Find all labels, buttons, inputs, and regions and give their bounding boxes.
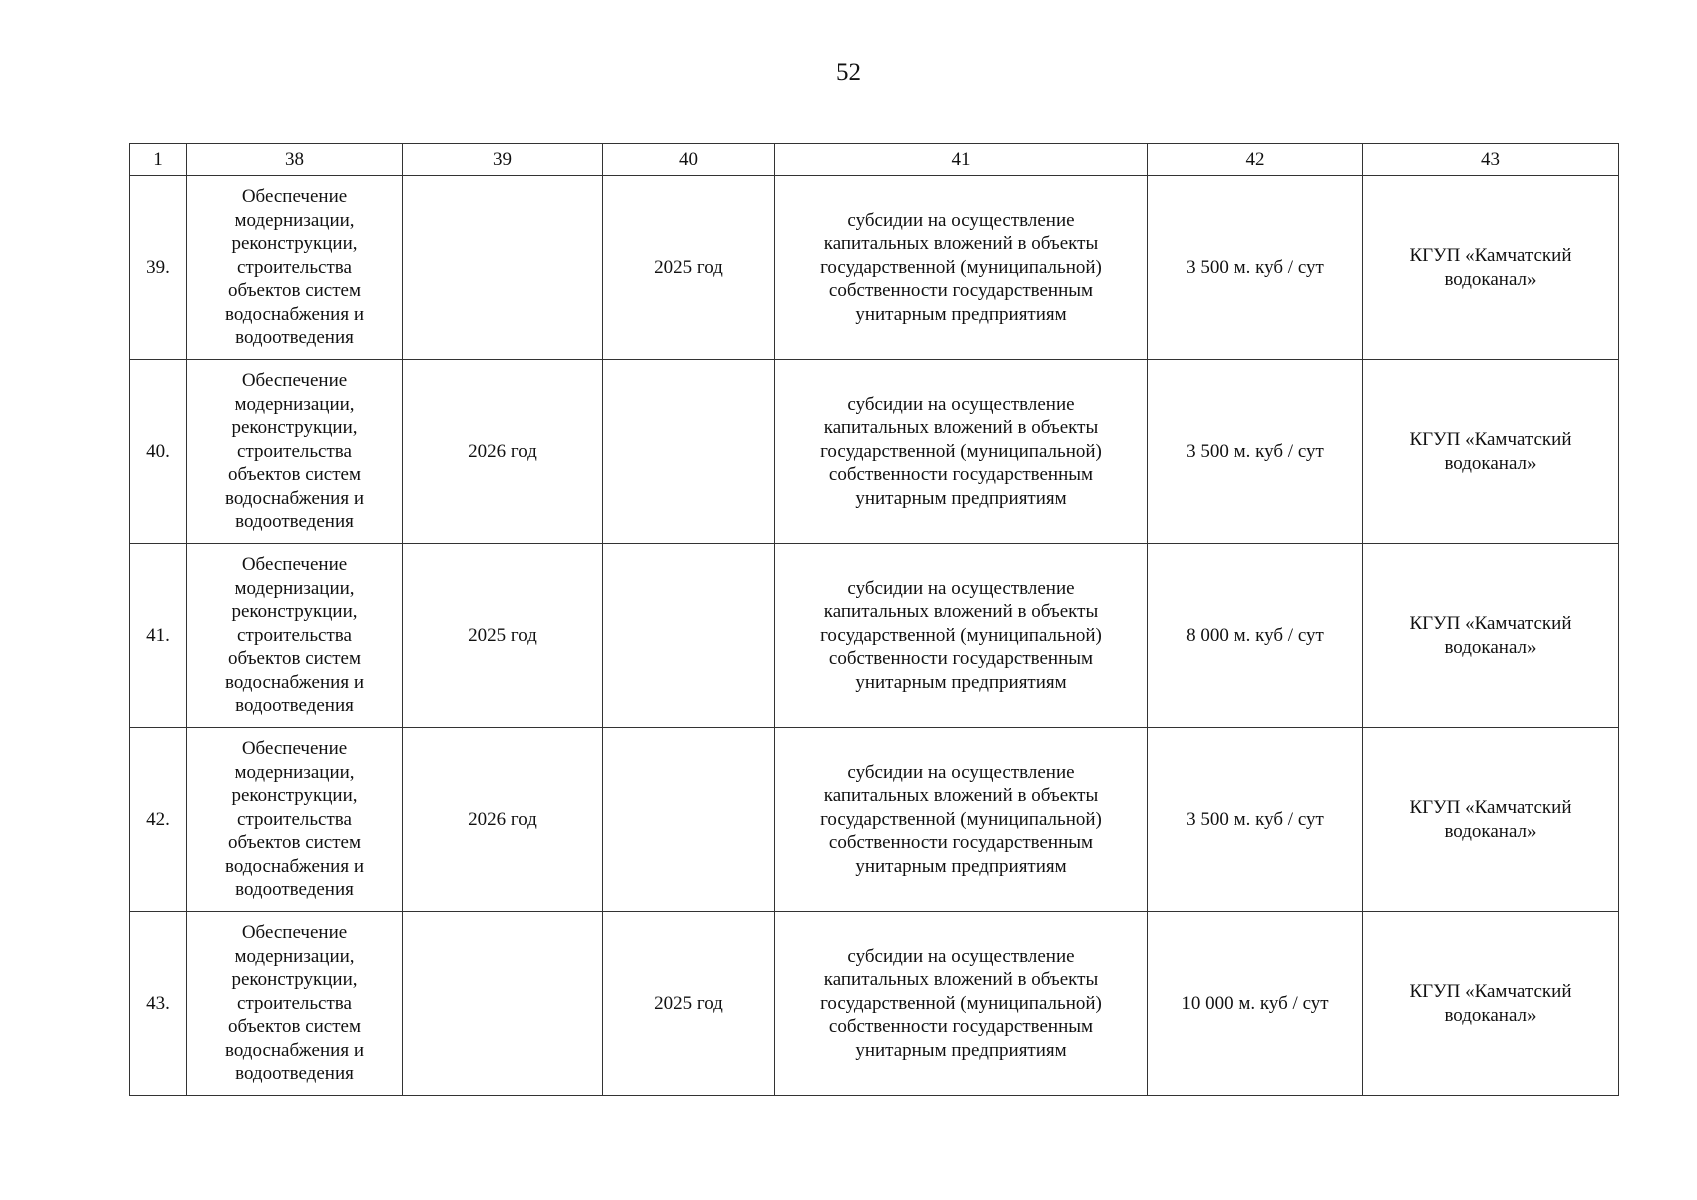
activity-cell — [187, 544, 403, 728]
organization-cell — [1363, 544, 1619, 728]
funding-cell — [775, 360, 1148, 544]
table-row — [130, 360, 1619, 544]
funding-text: субсидии на осуществление капитальных вложений в объекты государственной (муниципальной) собственности государственным унитарным предприятиям — [820, 209, 1102, 325]
activity-text: Обеспечение модернизации, реконструкции, строительства объектов систем водоснабжения и водоотведения — [225, 738, 364, 901]
header-cell-1: 1 — [130, 144, 187, 176]
capacity-cell — [1148, 728, 1363, 912]
year-39-cell — [403, 728, 603, 912]
header-cell-38: 38 — [187, 144, 403, 176]
capacity-text: 10 000 м. куб / сут — [1181, 992, 1329, 1014]
year-39-cell — [403, 360, 603, 544]
funding-text: субсидии на осуществление капитальных вложений в объекты государственной (муниципальной) собственности государственным унитарным предприятиям — [820, 393, 1102, 509]
header-row — [130, 144, 1619, 176]
capacity-text: 3 500 м. куб / сут — [1186, 256, 1324, 278]
year-40-cell — [603, 176, 775, 360]
header-cell-41: 41 — [775, 144, 1148, 176]
page-number: 52 — [836, 59, 861, 86]
row-number-text: 39. — [146, 256, 170, 278]
organization-cell — [1363, 912, 1619, 1096]
activity-text: Обеспечение модернизации, реконструкции, строительства объектов систем водоснабжения и водоотведения — [225, 922, 364, 1085]
table-body — [130, 176, 1619, 1096]
funding-text: субсидии на осуществление капитальных вложений в объекты государственной (муниципальной) собственности государственным унитарным предприятиям — [820, 945, 1102, 1061]
capacity-text: 8 000 м. куб / сут — [1186, 624, 1324, 646]
table-row — [130, 176, 1619, 360]
year-40-cell — [603, 544, 775, 728]
organization-text: КГУП «Камчатский водоканал» — [1409, 797, 1572, 842]
funding-text: субсидии на осуществление капитальных вложений в объекты государственной (муниципальной) собственности государственным унитарным предприятиям — [820, 577, 1102, 693]
organization-text: КГУП «Камчатский водоканал» — [1409, 429, 1572, 474]
capacity-text: 3 500 м. куб / сут — [1186, 808, 1324, 830]
row-number — [130, 912, 187, 1096]
funding-text: субсидии на осуществление капитальных вложений в объекты государственной (муниципальной) собственности государственным унитарным предприятиям — [820, 761, 1102, 877]
organization-cell — [1363, 728, 1619, 912]
row-number-text: 40. — [146, 440, 170, 462]
row-number — [130, 728, 187, 912]
funding-cell — [775, 544, 1148, 728]
organization-cell — [1363, 176, 1619, 360]
year-39-cell — [403, 544, 603, 728]
data-table — [129, 143, 1619, 1096]
header-cell-43: 43 — [1363, 144, 1619, 176]
row-number — [130, 360, 187, 544]
activity-text: Обеспечение модернизации, реконструкции, строительства объектов систем водоснабжения и водоотведения — [225, 370, 364, 533]
organization-text: КГУП «Камчатский водоканал» — [1409, 613, 1572, 658]
funding-cell — [775, 912, 1148, 1096]
capacity-cell — [1148, 544, 1363, 728]
header-cell-40: 40 — [603, 144, 775, 176]
activity-cell — [187, 176, 403, 360]
year-40-cell — [603, 728, 775, 912]
row-number — [130, 176, 187, 360]
year-39-text: 2026 год — [468, 440, 537, 462]
row-number-text: 43. — [146, 992, 170, 1014]
header-cell-42: 42 — [1148, 144, 1363, 176]
year-40-text: 2025 год — [654, 992, 723, 1014]
capacity-text: 3 500 м. куб / сут — [1186, 440, 1324, 462]
year-39-cell — [403, 176, 603, 360]
year-40-cell — [603, 360, 775, 544]
activity-text: Обеспечение модернизации, реконструкции, строительства объектов систем водоснабжения и водоотведения — [225, 554, 364, 717]
organization-text: КГУП «Камчатский водоканал» — [1409, 245, 1572, 290]
year-40-cell — [603, 912, 775, 1096]
table-row — [130, 912, 1619, 1096]
capacity-cell — [1148, 360, 1363, 544]
year-39-cell — [403, 912, 603, 1096]
row-number-text: 42. — [146, 808, 170, 830]
year-39-text: 2025 год — [468, 624, 537, 646]
activity-cell — [187, 912, 403, 1096]
year-39-text: 2026 год — [468, 808, 537, 830]
row-number-text: 41. — [146, 624, 170, 646]
activity-cell — [187, 728, 403, 912]
capacity-cell — [1148, 176, 1363, 360]
table-header — [130, 144, 1619, 176]
header-cell-39: 39 — [403, 144, 603, 176]
funding-cell — [775, 728, 1148, 912]
organization-text: КГУП «Камчатский водоканал» — [1409, 981, 1572, 1026]
activity-text: Обеспечение модернизации, реконструкции, строительства объектов систем водоснабжения и водоотведения — [225, 186, 364, 349]
row-number — [130, 544, 187, 728]
activity-cell — [187, 360, 403, 544]
table-row — [130, 728, 1619, 912]
capacity-cell — [1148, 912, 1363, 1096]
year-40-text: 2025 год — [654, 256, 723, 278]
funding-cell — [775, 176, 1148, 360]
table-row — [130, 544, 1619, 728]
organization-cell — [1363, 360, 1619, 544]
